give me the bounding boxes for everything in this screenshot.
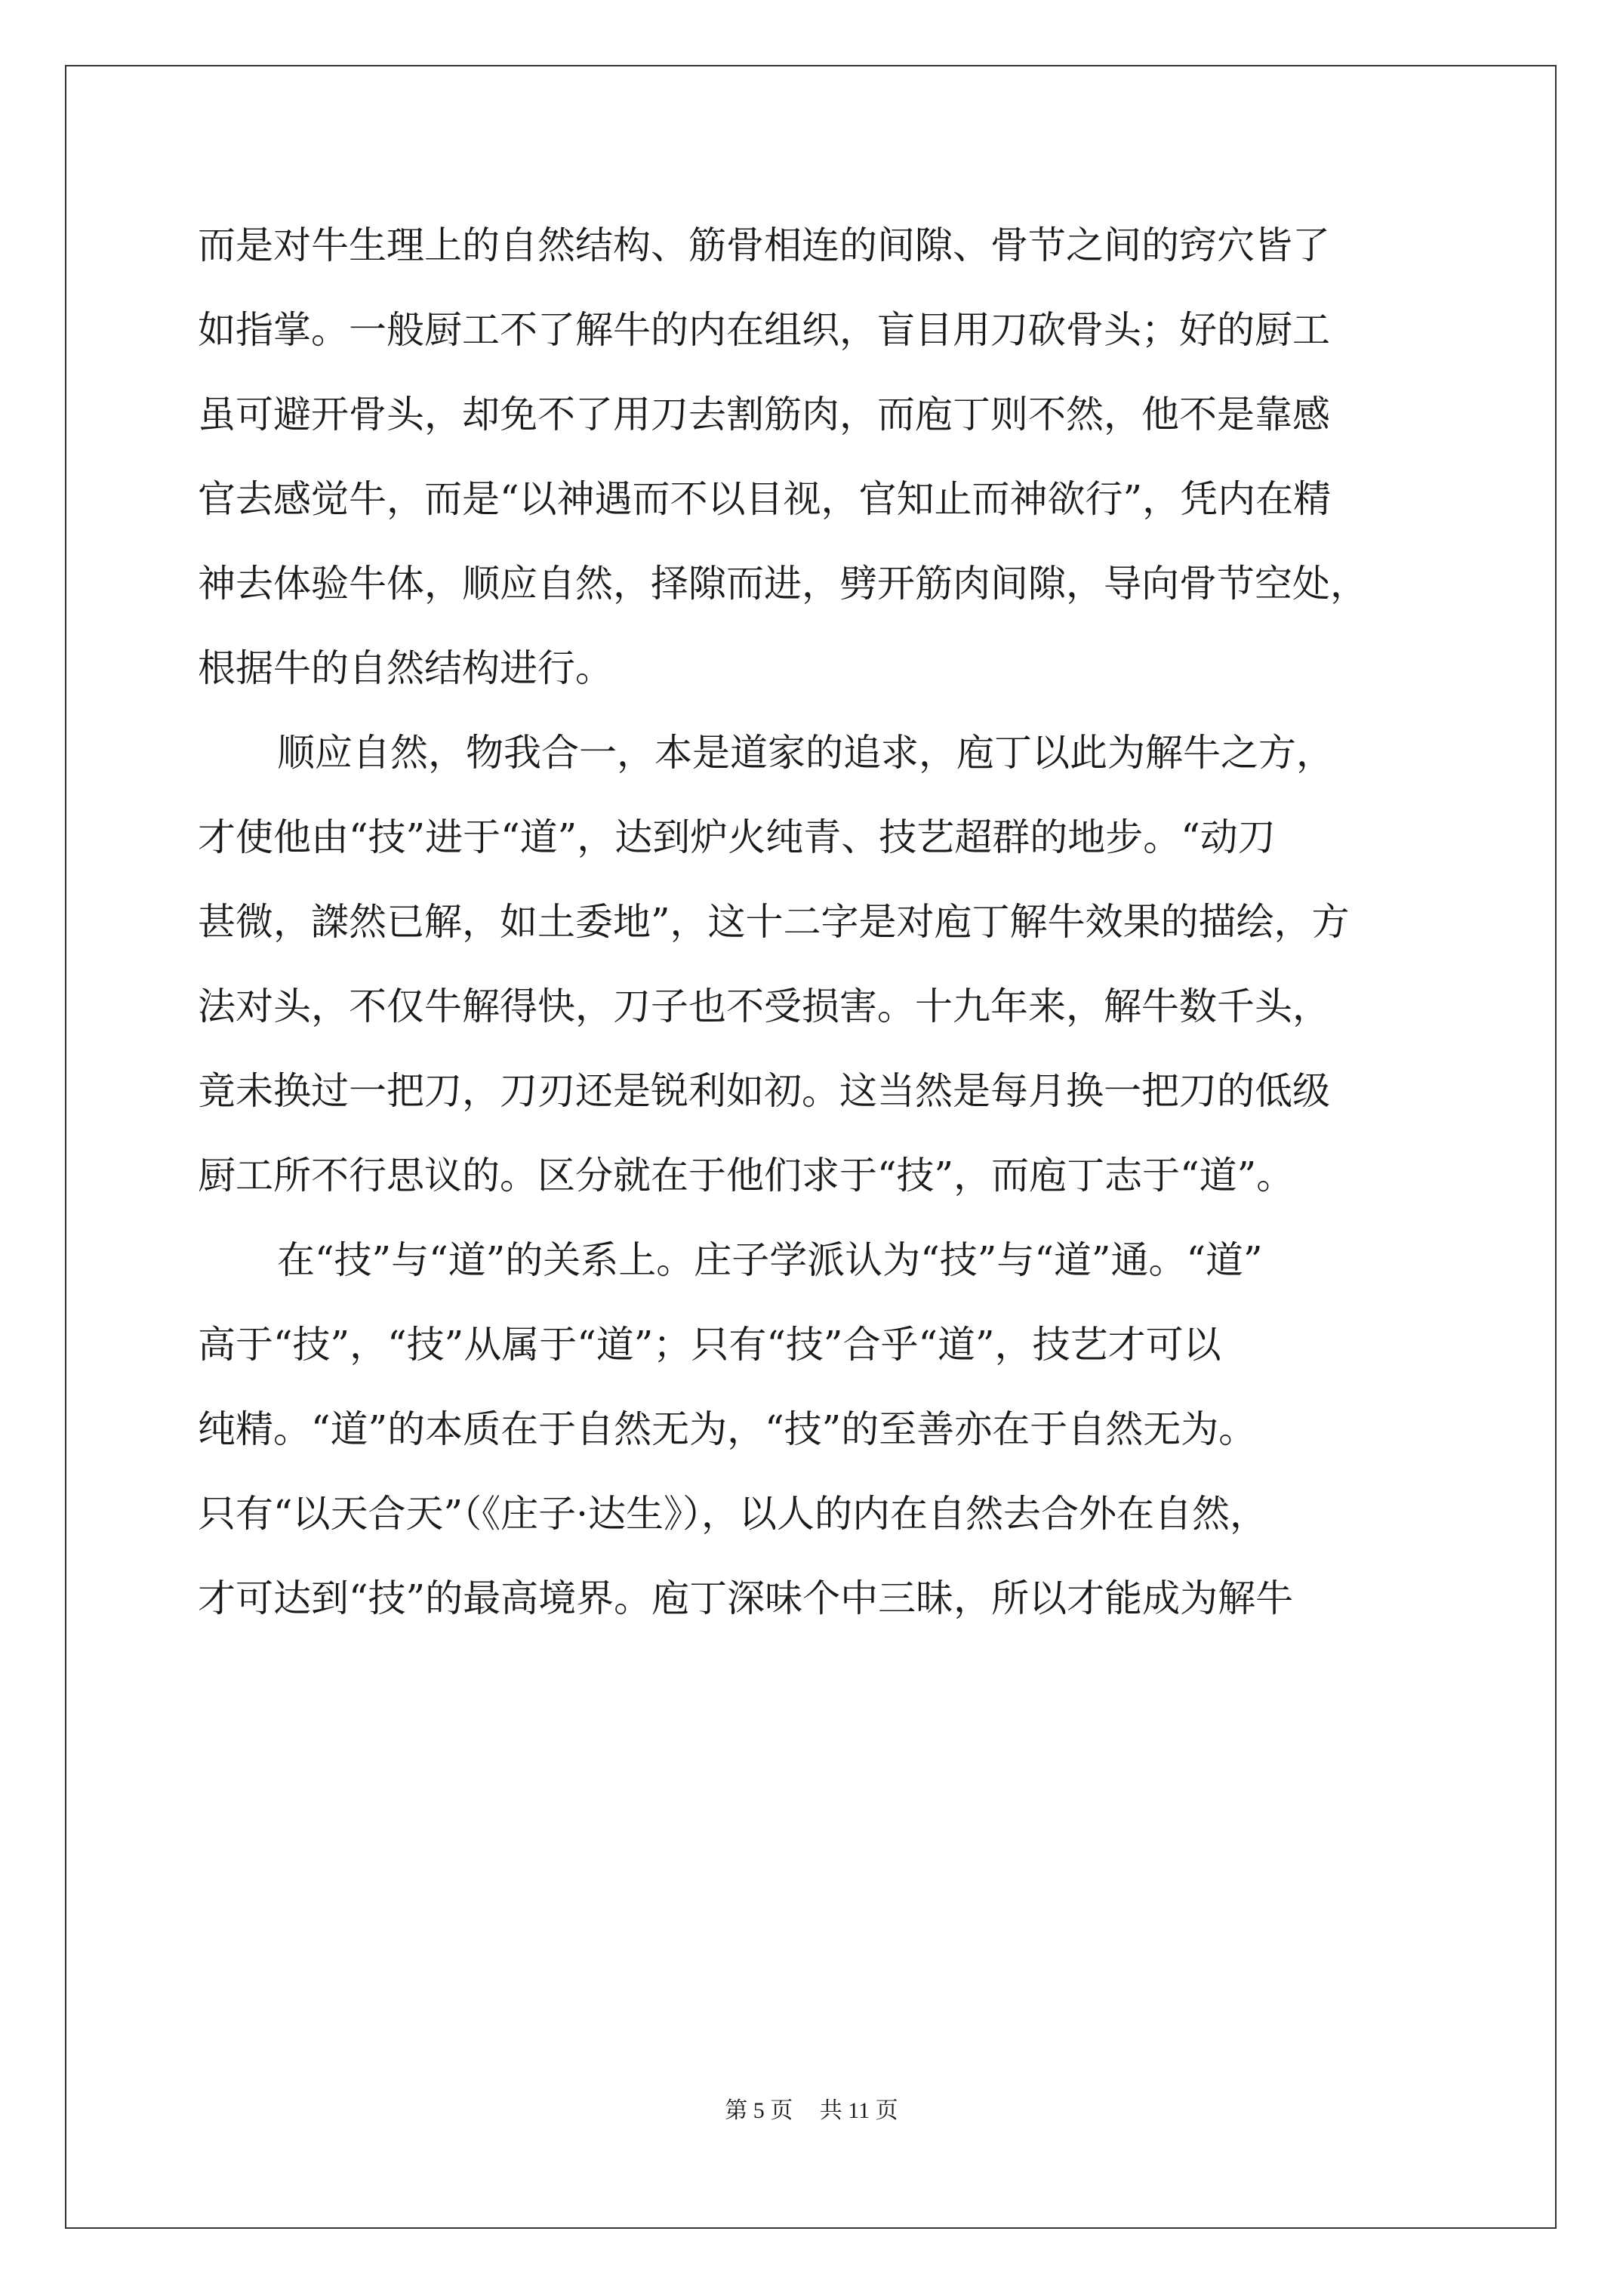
text-line: 竟未换过一把刀，刀刃还是锐利如初。这当然是每月换一把刀的低级 bbox=[198, 1069, 1330, 1113]
text-line: 厨工所不行思议的。区分就在于他们求于“技”，而庖丁志于“道”。 bbox=[198, 1154, 1295, 1197]
text-line: 官去感觉牛，而是“以神遇而不以目视，官知止而神欲行”，凭内在精 bbox=[198, 477, 1332, 521]
text-line: 只有“以天合天”（《庄子·达生》），以人的内在自然去合外在自然， bbox=[198, 1492, 1268, 1536]
text-line: 神去体验牛体，顺应自然，择隙而进，劈开筋肉间隙，导向骨节空处， bbox=[198, 562, 1368, 606]
page-footer bbox=[0, 2091, 1623, 2125]
text-line: 如指掌。一般厨工不了解牛的内在组织，盲目用刀砍骨头；好的厨工 bbox=[198, 308, 1330, 352]
text-line: 甚微，謋然已解，如土委地”，这十二字是对庖丁解牛效果的描绘，方 bbox=[198, 900, 1350, 944]
text-line: 法对头，不仅牛解得快，刀子也不受损害。十九年来，解牛数千头， bbox=[198, 985, 1330, 1028]
text-line: 才使他由“技”进于“道”，达到炉火纯青、技艺超群的地步。“动刀 bbox=[198, 815, 1276, 859]
page-total: 共 11 页 bbox=[819, 2098, 898, 2123]
text-line: 而是对牛生理上的自然结构、筋骨相连的间隙、骨节之间的窍穴皆了 bbox=[198, 223, 1330, 267]
text-line: 纯精。“道”的本质在于自然无为，“技”的至善亦在于自然无为。 bbox=[198, 1407, 1257, 1451]
paragraph-first-line: 顺应自然，物我合一，本是道家的追求，庖丁以此为解牛之方， bbox=[277, 731, 1334, 775]
text-line: 高于“技”，“技”从属于“道”；只有“技”合乎“道”，技艺才可以 bbox=[198, 1323, 1221, 1367]
text-line: 根据牛的自然结构进行。 bbox=[198, 646, 613, 690]
page-number: 第 5 页 bbox=[725, 2098, 793, 2123]
paragraph-first-line: 在“技”与“道”的关系上。庄子学派认为“技”与“道”通。“道” bbox=[277, 1238, 1263, 1282]
text-line: 虽可避开骨头，却免不了用刀去割筋肉，而庖丁则不然，他不是靠感 bbox=[198, 393, 1330, 436]
text-line: 才可达到“技”的最高境界。庖丁深味个中三昧，所以才能成为解牛 bbox=[198, 1576, 1294, 1620]
